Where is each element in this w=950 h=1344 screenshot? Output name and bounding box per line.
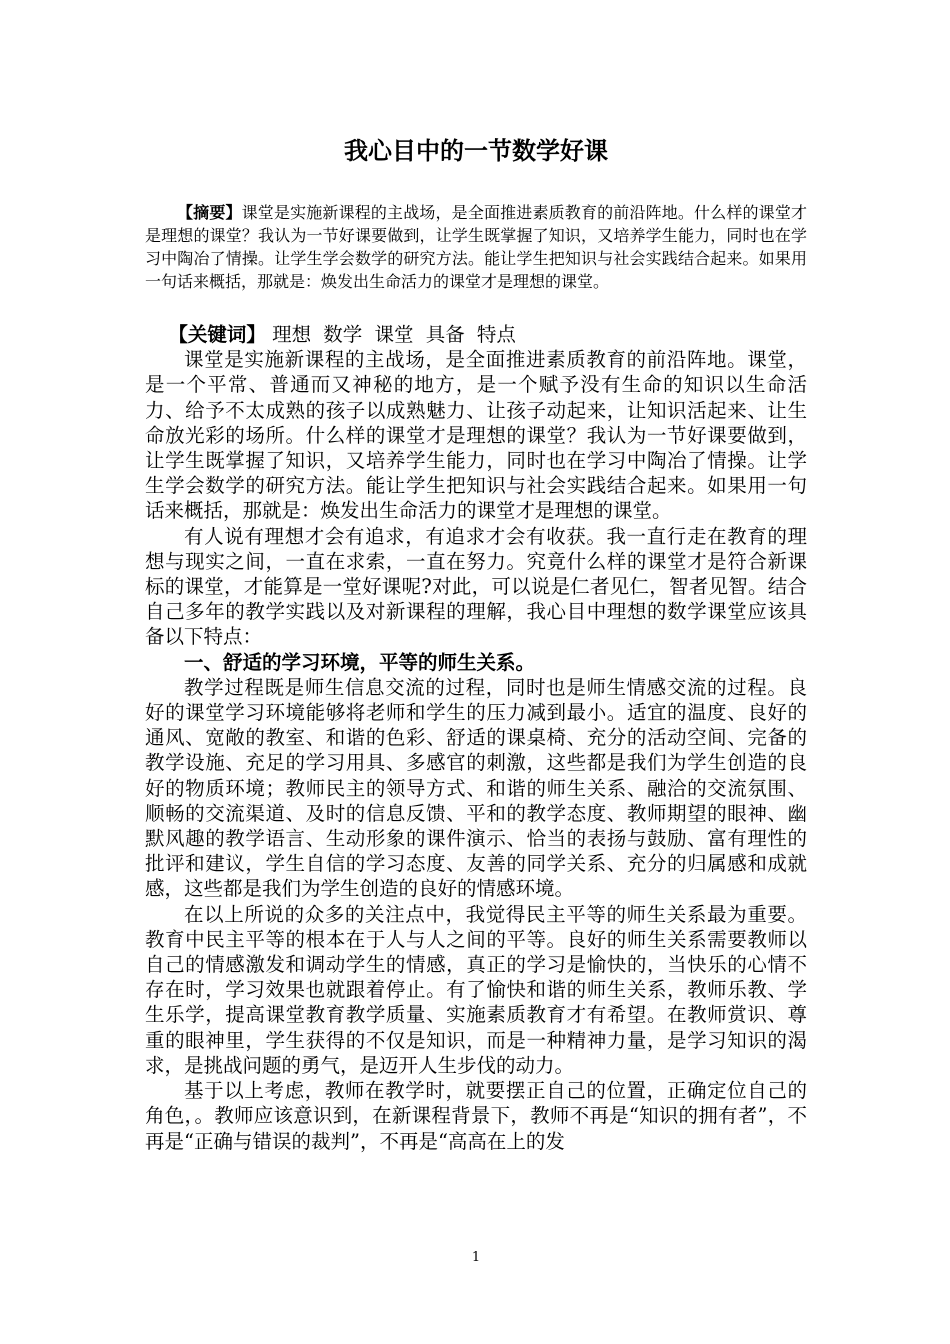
body-paragraph: 教学过程既是师生信息交流的过程，同时也是师生情感交流的过程。良好的课堂学习环境能够将老师和学生的压力减到最小。适宜的温度、良好的通风、宽敞的教室、和谐的色彩、舒适的课桌椅、充分的活动空间、完备的教学设施、充足的学习用具、多感官的刺激，这些都是我们为学生创造的良好的物质环境；教师民主的领导方式、和谐的师生关系、融洽的交流氛围、顺畅的交流渠道、及时的信息反馈、平和的教学态度、教师期望的眼神、幽默风趣的教学语言、生动形象的课件演示、恰当的表扬与鼓励、富有理性的批评和建议，学生自信的学习态度、友善的同学关系、充分的归属感和成就感，这些都是我们为学生创造的良好的情感环境。 — [145, 675, 807, 901]
article-body — [145, 322, 807, 1154]
section-heading: 一、舒适的学习环境，平等的师生关系。 — [184, 650, 536, 674]
abstract-text: 课堂是实施新课程的主战场，是全面推进素质教育的前沿阵地。什么样的课堂才是理想的课堂？我认为一节好课要做到，让学生既掌握了知识，又培养学生能力，同时也在学习中陶冶了情操。让学生学会数学的研究方法。能让学生把知识与社会实践结合起来。如果用一句话来概括，那就是：焕发出生命活力的课堂才是理想的课堂。 — [145, 203, 807, 291]
abstract-label: 【摘要】 — [177, 203, 242, 222]
body-paragraph: 有人说有理想才会有追求，有追求才会有收获。我一直行走在教育的理想与现实之间，一直在求索，一直在努力。究竟什么样的课堂才是符合新课标的课堂，才能算是一堂好课呢?对此，可以说是仁者见仁，智者见智。结合自己多年的教学实践以及对新课程的理解，我心目中理想的数学课堂应该具备以下特点： — [145, 524, 807, 649]
keywords-text: 理想 数学 课堂 具备 特点 — [272, 323, 516, 346]
page-number: 1 — [471, 1250, 481, 1265]
body-paragraph: 基于以上考虑，教师在教学时，就要摆正自己的位置，正确定位自己的角色，。教师应该意识到，在新课程背景下，教师不再是“知识的拥有者”，不再是“正确与错误的裁判”，不再是“高高在上的发 — [145, 1079, 807, 1153]
page-title: 我心目中的一节数学好课 — [344, 137, 608, 165]
abstract-paragraph — [145, 201, 807, 293]
abstract — [145, 201, 807, 293]
body-paragraph: 课堂是实施新课程的主战场，是全面推进素质教育的前沿阵地。课堂，是一个平常、普通而又神秘的地方，是一个赋予没有生命的知识以生命活力、给予不太成熟的孩子以成熟魅力、让孩子动起来，让知识活起来、让生命放光彩的场所。什么样的课堂才是理想的课堂？我认为一节好课要做到，让学生既掌握了知识，又培养学生能力，同时也在学习中陶冶了情操。让学生学会数学的研究方法。能让学生把知识与社会实践结合起来。如果用一句话来概括，那就是：焕发出生命活力的课堂才是理想的课堂。 — [145, 348, 807, 523]
keywords-label: 【关键词】 — [168, 323, 266, 346]
keywords-line — [145, 322, 807, 347]
body-paragraph: 在以上所说的众多的关注点中，我觉得民主平等的师生关系最为重要。教育中民主平等的根本在于人与人之间的平等。良好的师生关系需要教师以自己的情感激发和调动学生的情感，真正的学习是愉快的，当快乐的心情不存在时，学习效果也就跟着停止。有了愉快和谐的师生关系，教师乐教、学生乐学，提高课堂教育教学质量、实施素质教育才有希望。在教师赏识、尊重的眼神里，学生获得的不仅是知识，而是一种精神力量，是学习知识的渴求，是挑战问题的勇气，是迈开人生步伐的动力。 — [145, 902, 807, 1077]
